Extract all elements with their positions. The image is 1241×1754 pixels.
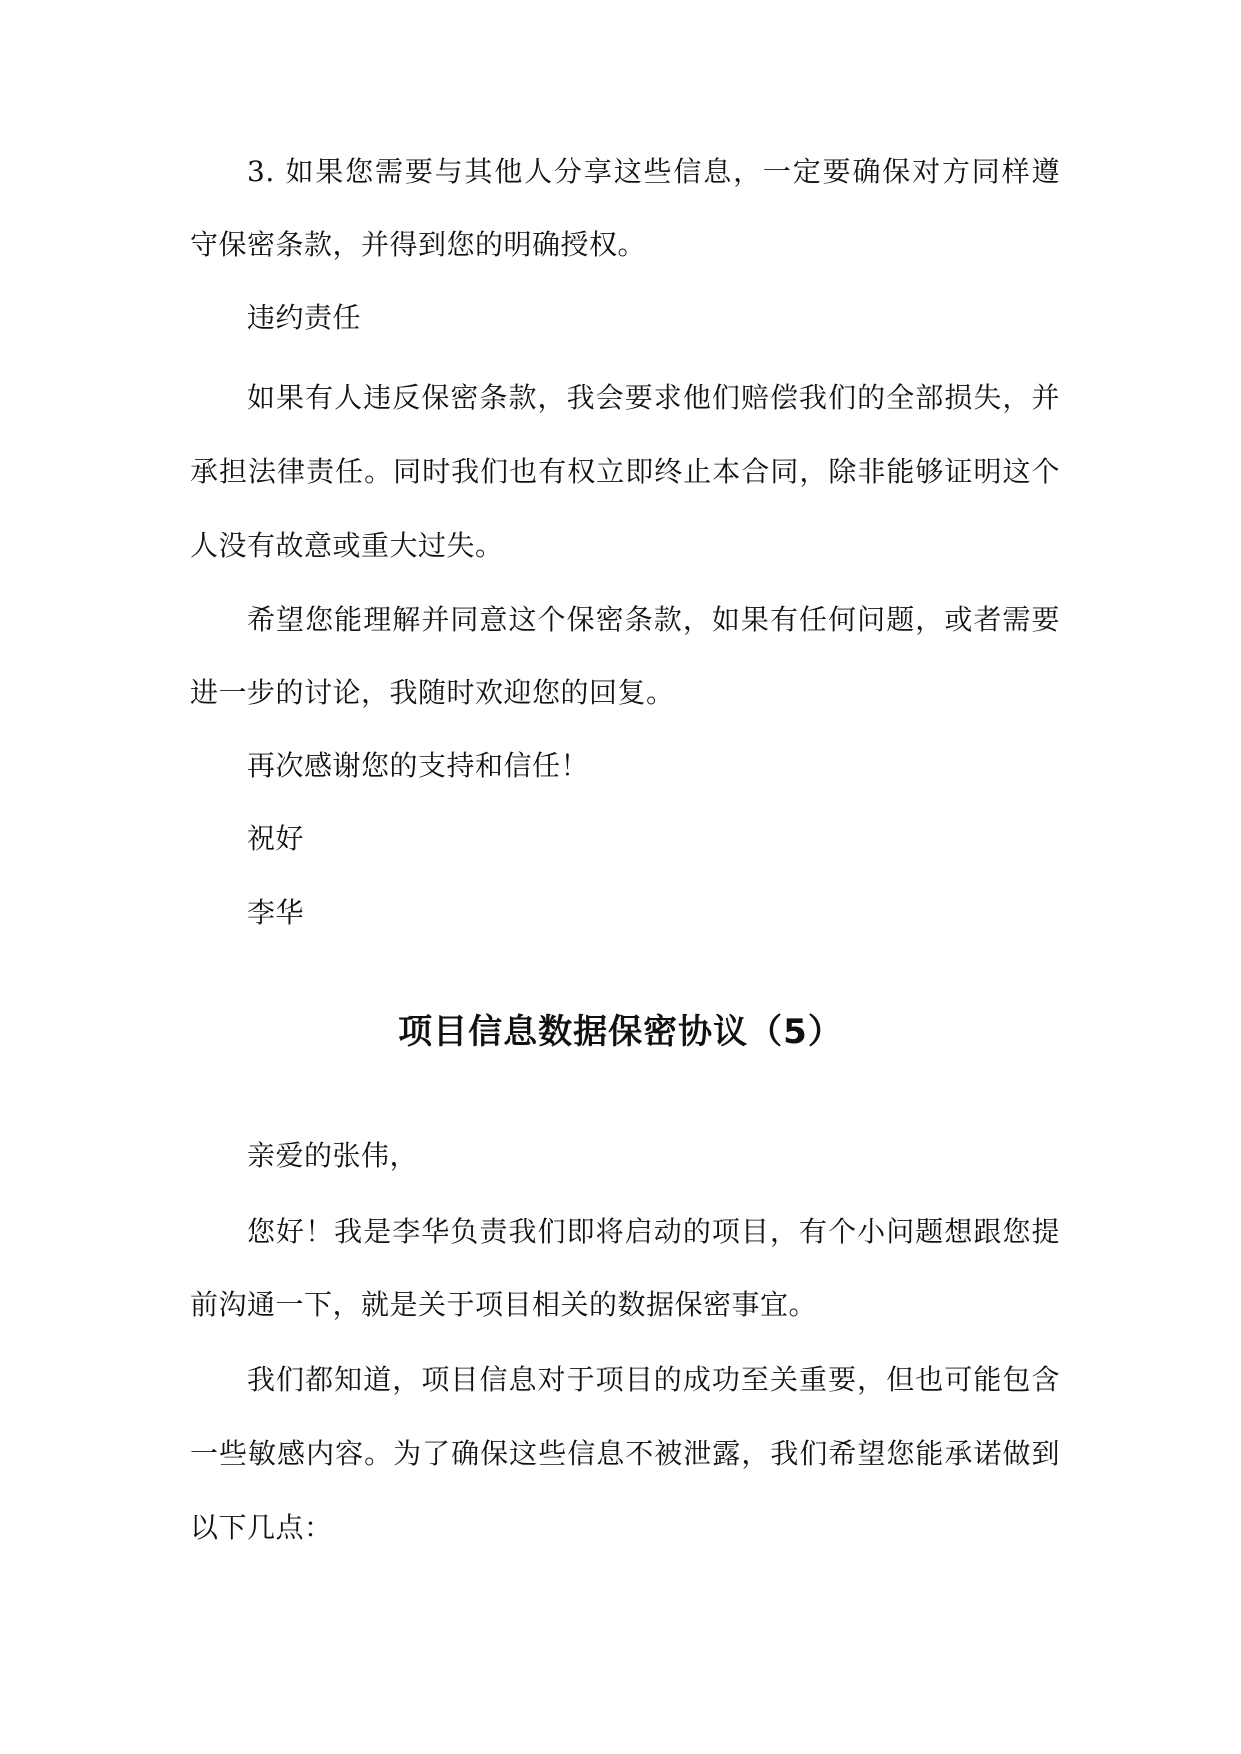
text-line: 人没有故意或重大过失。 bbox=[190, 529, 504, 562]
text-line: 我们都知道，项目信息对于项目的成功至关重要，但也可能包含 bbox=[247, 1363, 1060, 1396]
signature-name: 李华 bbox=[247, 896, 305, 929]
text-line: 如果有人违反保密条款，我会要求他们赔偿我们的全部损失，并 bbox=[247, 381, 1060, 414]
text-line: 希望您能理解并同意这个保密条款，如果有任何问题，或者需要 bbox=[247, 603, 1060, 636]
text-line: 3. 如果您需要与其他人分享这些信息，一定要确保对方同样遵 bbox=[247, 155, 1060, 188]
section-heading: 违约责任 bbox=[247, 301, 362, 334]
closing-salutation: 祝好 bbox=[247, 822, 305, 855]
text-line: 您好！我是李华负责我们即将启动的项目，有个小问题想跟您提 bbox=[247, 1215, 1060, 1248]
text-line: 进一步的讨论，我随时欢迎您的回复。 bbox=[190, 676, 675, 709]
text-line: 再次感谢您的支持和信任！ bbox=[247, 749, 590, 782]
text-line: 以下几点： bbox=[190, 1511, 333, 1544]
text-line: 一些敏感内容。为了确保这些信息不被泄露，我们希望您能承诺做到 bbox=[190, 1437, 1060, 1470]
text-line: 承担法律责任。同时我们也有权立即终止本合同，除非能够证明这个 bbox=[190, 455, 1060, 488]
document-title: 项目信息数据保密协议（5） bbox=[398, 1012, 843, 1052]
text-line: 守保密条款，并得到您的明确授权。 bbox=[190, 228, 647, 261]
text-line: 前沟通一下，就是关于项目相关的数据保密事宜。 bbox=[190, 1288, 818, 1321]
greeting: 亲爱的张伟， bbox=[247, 1139, 419, 1172]
